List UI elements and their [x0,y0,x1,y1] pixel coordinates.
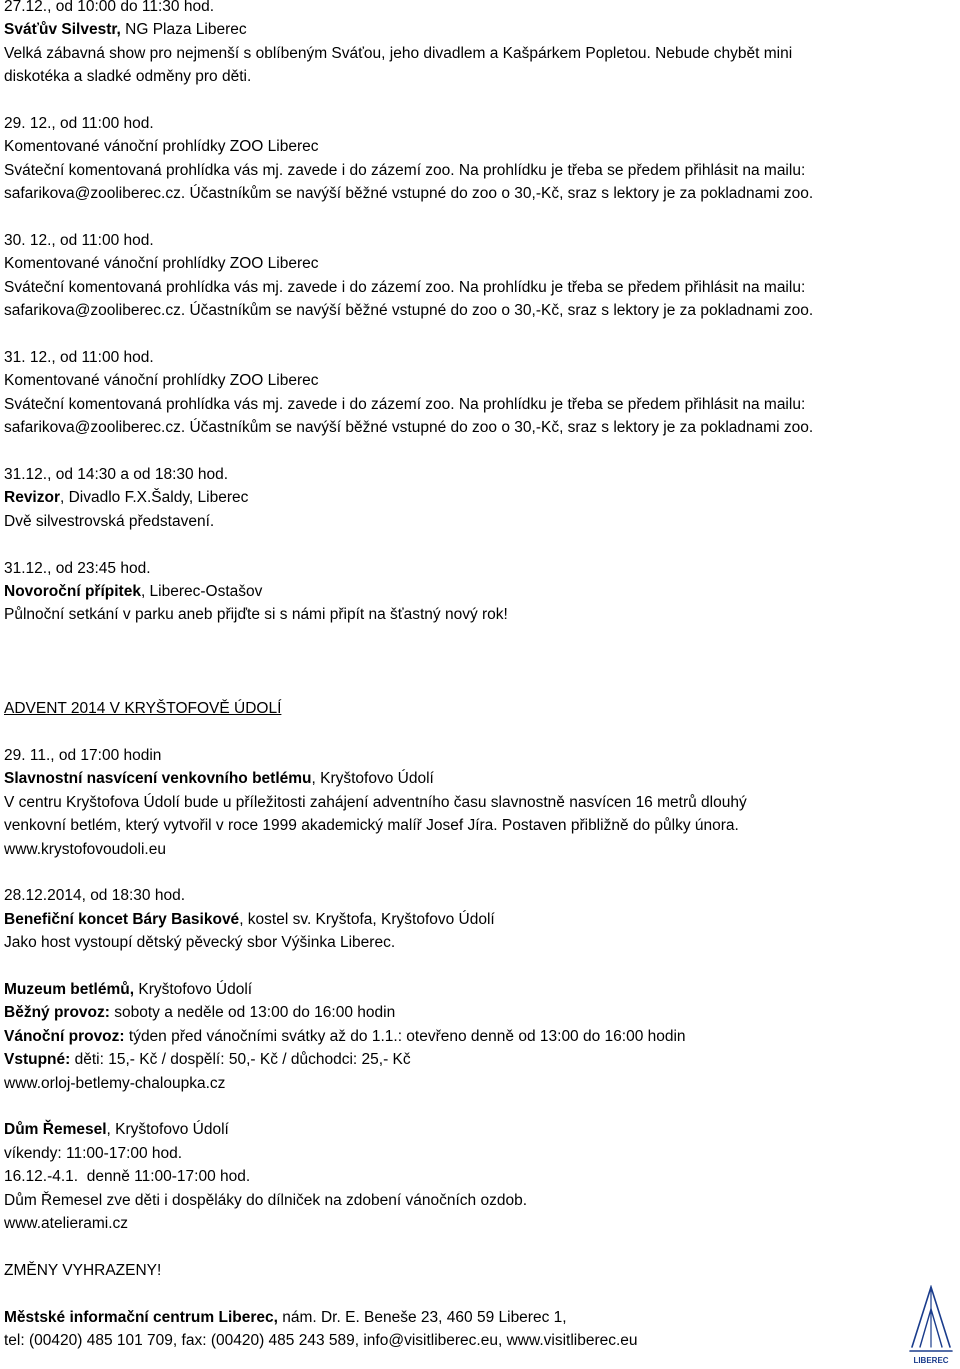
event-date: 29. 11., od 17:00 hodin [4,746,162,764]
event-title [4,767,904,790]
footer-contact: tel: (00420) 485 101 709, fax: (00420) 485 243 589, info@visitliberec.eu, www.visitliberec.eu [4,1331,638,1349]
document-page [4,0,904,1352]
event-title-bold: Slavnostní nasvícení venkovního betlému [4,770,312,788]
venue-place: Kryštofovo Údolí [134,980,253,998]
opening-christmas [4,1025,904,1048]
liberec-logo-mark [910,1287,952,1351]
venue-website-link[interactable]: www.orloj-betlemy-chaloupka.cz [4,1074,226,1092]
opening-regular-text: soboty a neděle od 13:00 do 16:00 hodin [109,1004,396,1022]
liberec-logo-text: LIBEREC [913,1356,949,1365]
event-date: 31.12., od 23:45 hod. [4,559,151,577]
event-title: Komentované vánoční prohlídky ZOO Liberec [4,255,319,273]
venue-description: Dům Řemesel zve děti i dospěláky do dílniček na zdobení vánočních ozdob. [4,1191,527,1209]
event-venue: , Kryštofovo Údolí [311,770,434,788]
event-title: Komentované vánoční prohlídky ZOO Liberec [4,372,319,390]
event-description: safarikova@zooliberec.cz. Účastníkům se navýší běžné vstupné do zoo o 30,-Kč, sraz s lektory je za pokladnami zoo. [4,302,814,320]
event-description: Dvě silvestrovská představení. [4,512,215,530]
event-description: Půlnoční setkání v parku aneb přijďte si s námi připít na šťastný nový rok! [4,606,508,624]
footer-org-name: Městské informační centrum Liberec, [4,1308,278,1326]
event-date: 29. 12., od 11:00 hod. [4,115,154,133]
event-date: 30. 12., od 11:00 hod. [4,232,154,250]
venue-place: , Kryštofovo Údolí [106,1121,229,1139]
event-novorocni-pripitek [4,557,904,627]
footer-organization [4,1306,904,1329]
event-title-bold: Revizor [4,489,60,507]
admission [4,1048,904,1071]
event-betlem [4,744,904,861]
event-title-bold: Novoroční přípitek [4,583,141,601]
opening-regular [4,1001,904,1024]
opening-weekends: víkendy: 11:00-17:00 hod. [4,1144,183,1162]
venue-title-bold: Dům Řemesel [4,1121,107,1139]
event-title: Komentované vánoční prohlídky ZOO Liberec [4,138,319,156]
event-zoo-30 [4,229,904,323]
event-koncert [4,884,904,954]
section-heading-advent: ADVENT 2014 V KRYŠTOFOVĚ ÚDOLÍ [4,700,282,718]
event-venue: , Divadlo F.X.Šaldy, Liberec [60,489,249,507]
event-description: Sváteční komentovaná prohlídka vás mj. zavede i do zázemí zoo. Na prohlídku je třeba se předem přihlásit na mailu: [4,278,806,296]
venue-muzeum-betlemu [4,978,904,1095]
event-venue: NG Plaza Liberec [120,21,247,39]
event-title [4,908,904,931]
event-svatuv-silvestr [4,0,904,89]
event-zoo-31 [4,346,904,440]
event-description: Jako host vystoupí dětský pěvecký sbor Výšinka Liberec. [4,934,396,952]
venue-website-link[interactable]: www.atelierami.cz [4,1214,129,1232]
opening-christmas-text: týden před vánočními svátky až do 1.1.: otevřeno denně od 13:00 do 16:00 hodin [124,1027,686,1045]
event-description: Sváteční komentovaná prohlídka vás mj. zavede i do zázemí zoo. Na prohlídku je třeba se předem přihlásit na mailu: [4,395,806,413]
liberec-logo [908,1285,954,1367]
event-description: safarikova@zooliberec.cz. Účastníkům se navýší běžné vstupné do zoo o 30,-Kč, sraz s lektory je za pokladnami zoo. [4,419,814,437]
event-date: 31. 12., od 11:00 hod. [4,349,154,367]
venue-title [4,978,904,1001]
event-description: Sváteční komentovaná prohlídka vás mj. zavede i do zázemí zoo. Na prohlídku je třeba se předem přihlásit na mailu: [4,161,806,179]
event-zoo-29 [4,112,904,206]
opening-daily: 16.12.-4.1. denně 11:00-17:00 hod. [4,1168,251,1186]
opening-christmas-label: Vánoční provoz: [4,1027,125,1045]
footer-address: nám. Dr. E. Beneše 23, 460 59 Liberec 1, [277,1308,567,1326]
event-date: 28.12.2014, od 18:30 hod. [4,887,185,905]
event-date: 27.12., od 10:00 do 11:30 hod. [4,0,215,15]
event-venue: , Liberec-Ostašov [140,583,263,601]
event-description: safarikova@zooliberec.cz. Účastníkům se navýší běžné vstupné do zoo o 30,-Kč, sraz s lektory je za pokladnami zoo. [4,185,814,203]
venue-title [4,1118,904,1141]
admission-text: děti: 15,- Kč / dospělí: 50,- Kč / důchodci: 25,- Kč [70,1051,411,1069]
event-description: venkovní betlém, který vytvořil v roce 1999 akademický malíř Josef Jíra. Postaven přibližně do půlky února. [4,817,739,835]
event-description: Velká zábavná show pro nejmenší s oblíbeným Sváťou, jeho divadlem a Kašpárkem Popletou. Nebude chybět mini [4,44,793,62]
footer [4,1306,904,1353]
event-title [4,486,904,509]
event-title-bold: Sváťův Silvestr, [4,21,121,39]
opening-regular-label: Běžný provoz: [4,1004,110,1022]
event-title [4,580,904,603]
venue-title-bold: Muzeum betlémů, [4,980,135,998]
event-venue: , kostel sv. Kryštofa, Kryštofovo Údolí [239,910,495,928]
event-title [4,18,904,41]
event-description: diskotéka a sladké odměny pro děti. [4,68,252,86]
event-revizor [4,463,904,533]
event-date: 31.12., od 14:30 a od 18:30 hod. [4,466,229,484]
event-title-bold: Benefiční koncet Báry Basikové [4,910,240,928]
venue-dum-remesel [4,1118,904,1235]
event-description: V centru Kryštofova Údolí bude u příležitosti zahájení adventního času slavnostně nasvícen 16 metrů dlouhý [4,793,747,811]
admission-label: Vstupné: [4,1051,71,1069]
event-website-link[interactable]: www.krystofovoudoli.eu [4,840,166,858]
changes-reserved-notice: ZMĚNY VYHRAZENY! [4,1261,162,1279]
